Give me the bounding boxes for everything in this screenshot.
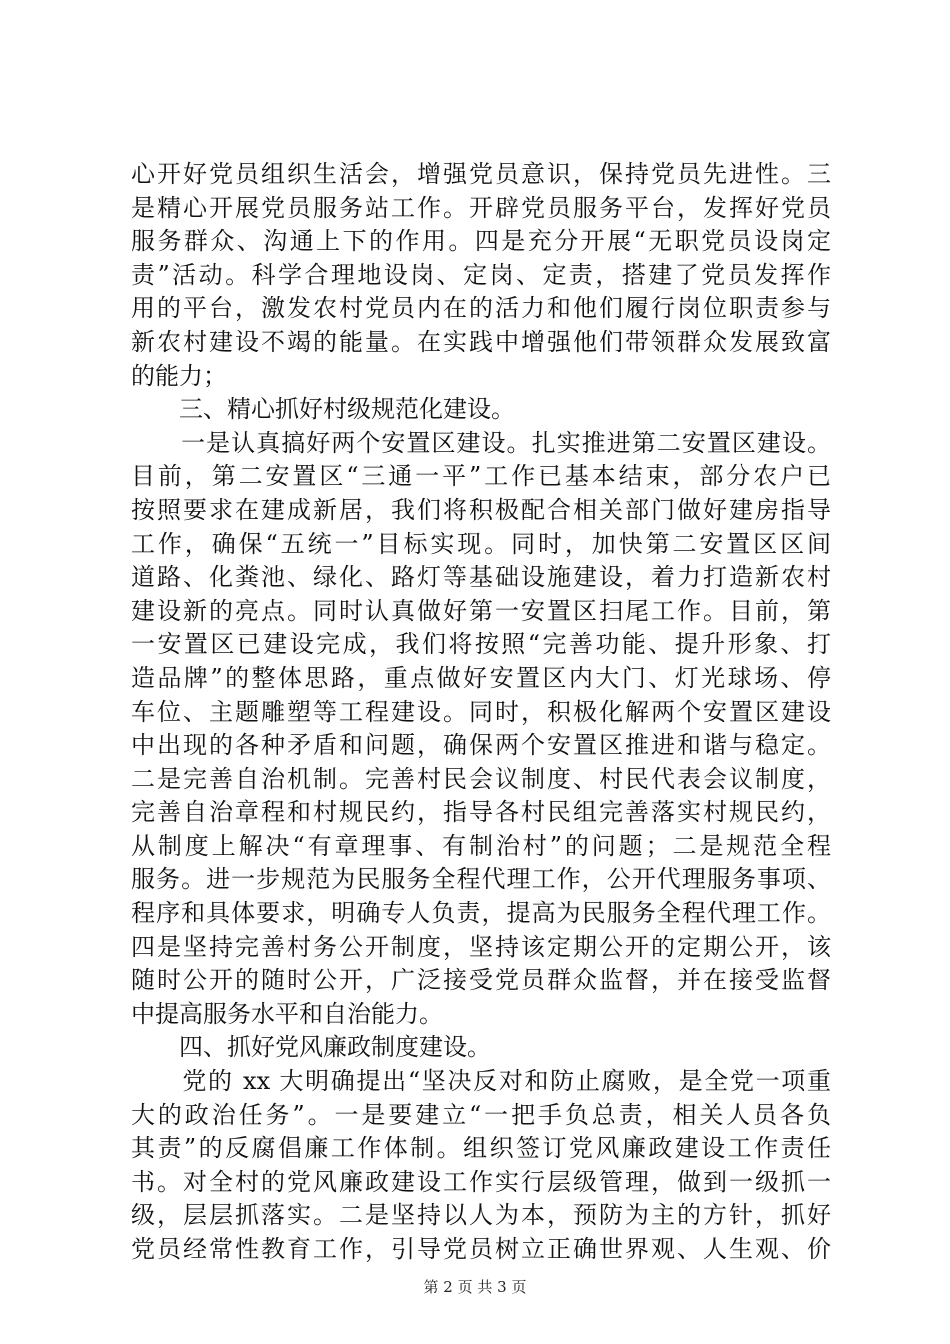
text-line: 党员经常性教育工作，引导党员树立正确世界观、人生观、价 (131, 1235, 831, 1263)
text-line: 的能力； (131, 361, 227, 390)
text-line: 心开好党员组织生活会，增强党员意识，保持党员先进性。三 (131, 160, 831, 188)
text-line: 其责”的反腐倡廉工作体制。组织签订党风廉政建设工作责任 (131, 1134, 831, 1163)
text-line: 四是坚持完善村务公开制度，坚持该定期公开的定期公开，该 (131, 932, 831, 961)
text-line: 责”活动。科学合理地设岗、定岗、定责，搭建了党员发挥作 (131, 260, 831, 289)
text-line: 道路、化粪池、绿化、路灯等基础设施建设，着力打造新农村 (131, 563, 831, 592)
text-line: 程序和具体要求，明确专人负责，提高为民服务全程代理工作。 (131, 899, 831, 928)
text-line: 车位、主题雕塑等工程建设。同时，积极化解两个安置区建设 (131, 697, 831, 726)
text-line: 建设新的亮点。同时认真做好第一安置区扫尾工作。目前，第 (131, 596, 831, 625)
document-body (131, 158, 831, 1267)
text-line: 是精心开展党员服务站工作。开辟党员服务平台，发挥好党员 (131, 193, 831, 222)
text-line: 三、精心抓好村级规范化建设。 (131, 395, 515, 424)
text-line: 书。对全村的党风廉政建设工作实行层级管理，做到一级抓一 (131, 1167, 831, 1196)
text-line: 用的平台，激发农村党员内在的活力和他们履行岗位职责参与 (131, 294, 831, 323)
text-line: 目前，第二安置区“三通一平”工作已基本结束，部分农户已 (131, 462, 831, 491)
text-line: 级，层层抓落实。二是坚持以人为本，预防为主的方针，抓好 (131, 1201, 831, 1230)
text-line: 完善自治章程和村规民约，指导各村民组完善落实村规民约， (131, 798, 831, 827)
text-line: 新农村建设不竭的能量。在实践中增强他们带领群众发展致富 (131, 327, 831, 356)
text-line: 工作，确保“五统一”目标实现。同时，加快第二安置区区间 (131, 529, 831, 558)
text-line: 大的政治任务”。一是要建立“一把手负总责，相关人员各负 (131, 1100, 831, 1129)
text-line: 中提高服务水平和自治能力。 (131, 999, 443, 1028)
text-line: 四、抓好党风廉政制度建设。 (131, 1033, 491, 1062)
text-line: 按照要求在建成新居，我们将积极配合相关部门做好建房指导 (131, 495, 831, 524)
text-line: 一是认真搞好两个安置区建设。扎实推进第二安置区建设。 (131, 428, 831, 457)
text-line: 服务。进一步规范为民服务全程代理工作，公开代理服务事项、 (131, 865, 831, 894)
text-line: 一安置区已建设完成，我们将按照“完善功能、提升形象、打 (131, 630, 831, 659)
text-line: 服务群众、沟通上下的作用。四是充分开展“无职党员设岗定 (131, 227, 831, 256)
text-line: 二是完善自治机制。完善村民会议制度、村民代表会议制度， (131, 764, 831, 793)
text-line: 随时公开的随时公开，广泛接受党员群众监督，并在接受监督 (131, 966, 831, 995)
page-footer: 第 2 页 共 3 页 (423, 1278, 527, 1296)
text-line: 中出现的各种矛盾和问题，确保两个安置区推进和谐与稳定。 (131, 731, 831, 760)
text-line: 从制度上解决“有章理事、有制治村”的问题；二是规范全程 (131, 831, 831, 860)
text-line: 党的 xx 大明确提出“坚决反对和防止腐败，是全党一项重 (131, 1067, 831, 1096)
text-line: 造品牌”的整体思路，重点做好安置区内大门、灯光球场、停 (131, 663, 831, 692)
